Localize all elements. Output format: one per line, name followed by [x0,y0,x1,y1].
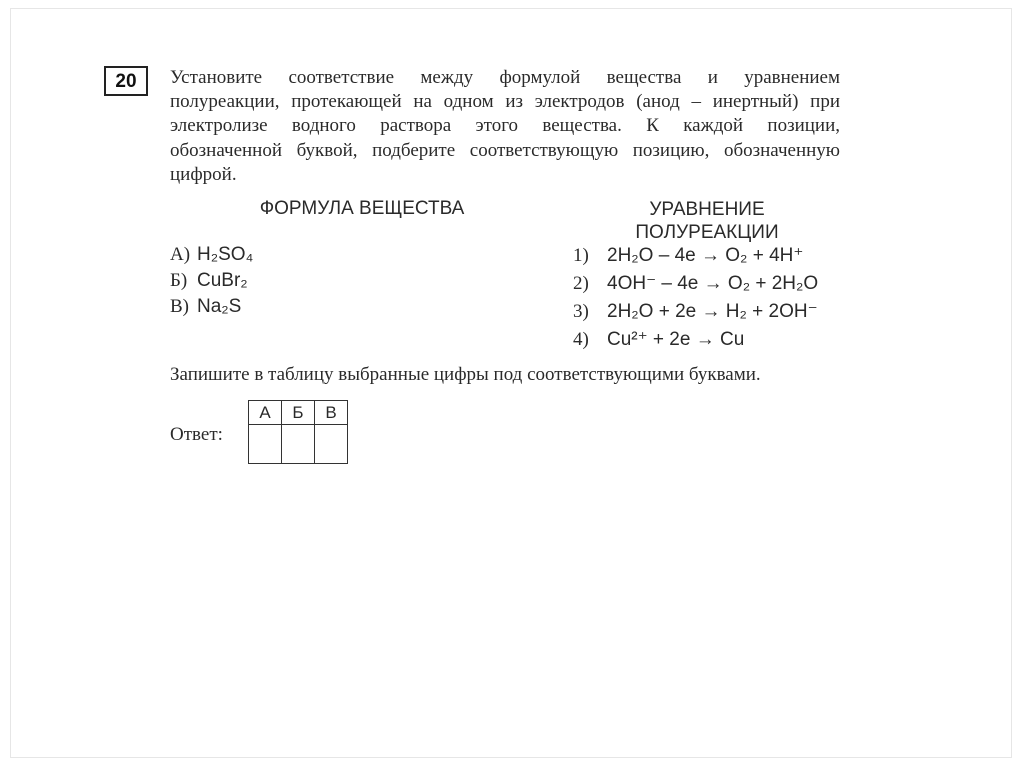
equation-item-1 [573,244,803,267]
answer-cell-a[interactable] [249,425,282,464]
substance-column-header: ФОРМУЛА ВЕЩЕСТВА [259,198,465,219]
substance-formula: CuBr₂ [197,270,248,291]
equation-text: 2H₂O + 2e → H₂ + 2OH⁻ [607,301,818,322]
substance-item-a [170,244,253,266]
task-number-box: 20 [104,66,148,96]
equation-number: 2) [573,273,589,294]
answer-header-b: Б [282,401,315,425]
equation-item-2 [573,272,818,295]
answer-cell-b[interactable] [282,425,315,464]
instruction-text: Запишите в таблицу выбранные цифры под соответствующими буквами. [170,364,761,385]
substance-letter: Б) [170,270,188,291]
equation-text: Cu²⁺ + 2e → Cu [607,329,745,350]
equation-number: 3) [573,301,589,322]
substance-letter: А) [170,244,191,265]
substance-item-b [170,270,248,292]
equation-header-line1: УРАВНЕНИЕ [649,199,765,220]
intro-line: электролизе водного раствора этого вещества. К каждой позиции, [170,115,840,137]
answer-label: Ответ: [170,424,223,445]
equation-number: 1) [573,245,589,266]
intro-line: цифрой. [170,163,237,185]
answer-header-a: А [249,401,282,425]
equation-item-3 [573,300,818,323]
answer-table [248,400,348,464]
task-intro [170,66,840,187]
answer-header-c: В [315,401,348,425]
equation-column-header [582,198,832,244]
substance-formula: Na₂S [197,296,242,317]
substance-formula: H₂SO₄ [197,244,254,265]
equation-number: 4) [573,329,589,350]
intro-line: полуреакции, протекающей на одном из электродов (анод – инертный) при [170,91,840,113]
equation-text: 2H₂O – 4e → O₂ + 4H⁺ [607,245,804,266]
intro-line: обозначенной буквой, подберите соответствующую позицию, обозначенную [170,139,840,161]
equation-text: 4OH⁻ – 4e → O₂ + 2H₂O [607,273,819,294]
answer-cell-c[interactable] [315,425,348,464]
equation-item-4 [573,328,744,351]
substance-letter: В) [170,296,189,317]
intro-line: Установите соответствие между формулой вещества и уравнением [170,67,840,88]
equation-header-line2: ПОЛУРЕАКЦИИ [635,222,779,243]
substance-item-c [170,296,241,318]
